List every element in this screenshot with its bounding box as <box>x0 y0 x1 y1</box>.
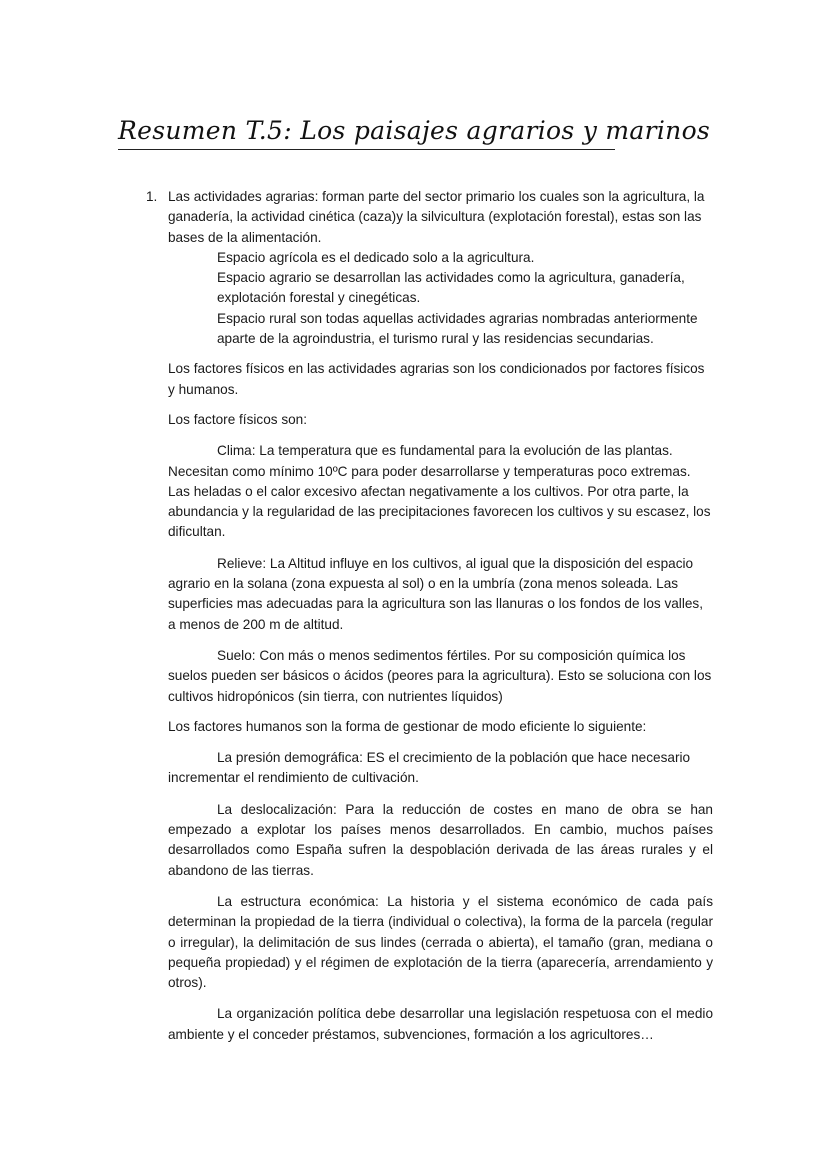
list-number: 1. <box>146 189 158 204</box>
document-body <box>146 187 713 1045</box>
suelo-paragraph: Suelo: Con más o menos sedimentos fértiles. Por su composición química los suelos pueden ser básicos o ácidos (peores para la agricultura). Esto se soluciona con los cultivos hidropónicos (sin tierra, con nutrientes líquidos) <box>168 647 712 704</box>
definition-espacio-agrario: Espacio agrario se desarrollan las actividades como la agricultura, ganadería, explotación forestal y cinegéticas. <box>217 270 685 306</box>
clima-paragraph: Clima: La temperatura que es fundamental para la evolución de las plantas. Necesitan como mínimo 10ºC para poder desarrollarse y temperaturas poco extremas. Las heladas o el calor excesivo afectan negativamente a los cultivos. Por otra parte, la abundancia y la regularidad de las precipitaciones favorecen los cultivos y su escasez, los dificultan. <box>168 443 711 540</box>
relieve-paragraph: Relieve: La Altitud influye en los cultivos, al igual que la disposición del espacio agrario en la solana (zona expuesta al sol) o en la umbría (zona menos soleada. Las superficies mas adecuadas para la agricultura son las llanuras o los fondos de los valles, a menos de 200 m de altitud. <box>168 555 703 632</box>
document-title: Resumen T.5: Los paisajes agrarios y marinos <box>118 116 711 145</box>
list-item <box>146 187 713 349</box>
humanos-heading: Los factores humanos son la forma de gestionar de modo eficiente lo siguiente: <box>168 718 647 734</box>
deslocalizacion-paragraph: La deslocalización: Para la reducción de costes en mano de obra se han empezado a explotar los países menos desarrollados. En cambio, muchos países desarrollados como España sufren la despoblación derivada de las áreas rurales y el abandono de las tierras. <box>168 801 713 878</box>
definition-espacio-rural: Espacio rural son todas aquellas actividades agrarias nombradas anteriormente aparte de la agroindustria, el turismo rural y las residencias secundarias. <box>217 310 698 347</box>
fisicos-heading: Los factore físicos son: <box>168 411 308 427</box>
definition-espacio-agricola: Espacio agrícola es el dedicado solo a la agricultura. <box>217 249 535 265</box>
definitions-block <box>168 248 713 349</box>
estructura-paragraph: La estructura económica: La historia y el sistema económico de cada país determinan la propiedad de la tierra (individual o colectiva), la forma de la parcela (regular o irregular), la delimitación de sus lindes (cerrada o abierta), el tamaño (gran, mediana o pequeña propiedad) y el régimen de explotación de la tierra (aparecería, arrendamiento y otros). <box>168 893 713 991</box>
presion-paragraph: La presión demográfica: ES el crecimiento de la población que hace necesario incrementar el rendimiento de cultivación. <box>168 750 691 786</box>
organizacion-paragraph: La organización política debe desarrollar una legislación respetuosa con el medio ambiente y el conceder préstamos, subvenciones, formación a los agricultores… <box>168 1006 713 1042</box>
section-intro-paragraph: Las actividades agrarias: forman parte del sector primario los cuales son la agricultura, la ganadería, la actividad cinética (caza)y la silvicultura (explotación forestal), estas son las bases de la alimentación. <box>168 189 705 245</box>
title-underline <box>118 149 615 150</box>
factores-intro-paragraph: Los factores físicos en las actividades agrarias son los condicionados por factores físicos y humanos. <box>168 361 705 397</box>
